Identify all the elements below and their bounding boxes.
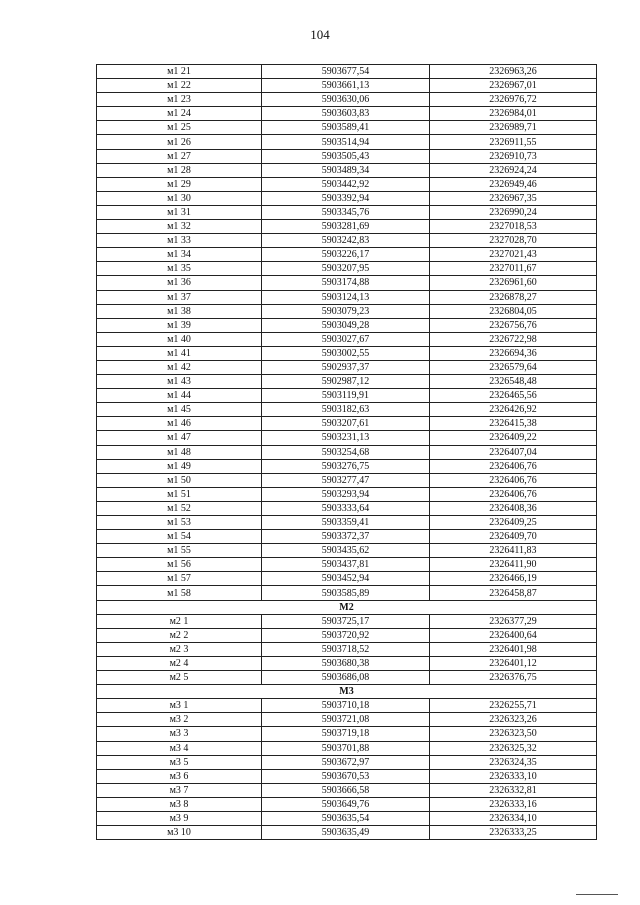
y-coordinate-cell: 2326694,36 (430, 346, 597, 360)
x-coordinate-cell: 5903680,38 (262, 656, 430, 670)
point-id-cell: м2 2 (97, 628, 262, 642)
point-id-cell: м1 48 (97, 445, 262, 459)
x-coordinate-cell: 5903277,47 (262, 473, 430, 487)
point-id-cell: м1 44 (97, 389, 262, 403)
y-coordinate-cell: 2326411,83 (430, 544, 597, 558)
point-id-cell: м1 25 (97, 121, 262, 135)
table-row (97, 135, 597, 149)
table-row (97, 220, 597, 234)
x-coordinate-cell: 5903677,54 (262, 65, 430, 79)
y-coordinate-cell: 2326963,26 (430, 65, 597, 79)
x-coordinate-cell: 5903710,18 (262, 699, 430, 713)
x-coordinate-cell: 5903124,13 (262, 290, 430, 304)
table-row (97, 769, 597, 783)
point-id-cell: м1 32 (97, 220, 262, 234)
x-coordinate-cell: 5903720,92 (262, 628, 430, 642)
y-coordinate-cell: 2326967,01 (430, 79, 597, 93)
point-id-cell: м1 36 (97, 276, 262, 290)
table-row (97, 797, 597, 811)
x-coordinate-cell: 5903027,67 (262, 332, 430, 346)
y-coordinate-cell: 2326324,35 (430, 755, 597, 769)
x-coordinate-cell: 5903725,17 (262, 614, 430, 628)
point-id-cell: м2 3 (97, 642, 262, 656)
y-coordinate-cell: 2326579,64 (430, 360, 597, 374)
table-row (97, 544, 597, 558)
table-row (97, 346, 597, 360)
x-coordinate-cell: 5903649,76 (262, 797, 430, 811)
table-row (97, 234, 597, 248)
x-coordinate-cell: 5903392,94 (262, 191, 430, 205)
y-coordinate-cell: 2326409,70 (430, 530, 597, 544)
x-coordinate-cell: 5903254,68 (262, 445, 430, 459)
table-row (97, 473, 597, 487)
section-label: М3 (97, 685, 597, 699)
x-coordinate-cell: 5903452,94 (262, 572, 430, 586)
table-row (97, 445, 597, 459)
point-id-cell: м1 38 (97, 304, 262, 318)
table-row (97, 826, 597, 840)
x-coordinate-cell: 5903721,08 (262, 713, 430, 727)
y-coordinate-cell: 2326426,92 (430, 403, 597, 417)
point-id-cell: м1 54 (97, 530, 262, 544)
y-coordinate-cell: 2326407,04 (430, 445, 597, 459)
table-row (97, 304, 597, 318)
table-row (97, 783, 597, 797)
x-coordinate-cell: 5903182,63 (262, 403, 430, 417)
point-id-cell: м1 31 (97, 205, 262, 219)
page-corner-mark (576, 894, 618, 895)
y-coordinate-cell: 2326409,25 (430, 516, 597, 530)
x-coordinate-cell: 5903437,81 (262, 558, 430, 572)
point-id-cell: м1 27 (97, 149, 262, 163)
section-header-row (97, 685, 597, 699)
table-row (97, 79, 597, 93)
y-coordinate-cell: 2326406,76 (430, 459, 597, 473)
table-row (97, 671, 597, 685)
y-coordinate-cell: 2326401,12 (430, 656, 597, 670)
point-id-cell: м2 1 (97, 614, 262, 628)
table-row (97, 360, 597, 374)
point-id-cell: м1 24 (97, 107, 262, 121)
x-coordinate-cell: 5903630,06 (262, 93, 430, 107)
x-coordinate-cell: 5903672,97 (262, 755, 430, 769)
y-coordinate-cell: 2326756,76 (430, 318, 597, 332)
y-coordinate-cell: 2326961,60 (430, 276, 597, 290)
table-row (97, 177, 597, 191)
x-coordinate-cell: 5903514,94 (262, 135, 430, 149)
y-coordinate-cell: 2326325,32 (430, 741, 597, 755)
x-coordinate-cell: 5903505,43 (262, 149, 430, 163)
x-coordinate-cell: 5903002,55 (262, 346, 430, 360)
table-row (97, 107, 597, 121)
y-coordinate-cell: 2326376,75 (430, 671, 597, 685)
table-row (97, 501, 597, 515)
y-coordinate-cell: 2326400,64 (430, 628, 597, 642)
point-id-cell: м3 1 (97, 699, 262, 713)
point-id-cell: м1 29 (97, 177, 262, 191)
point-id-cell: м1 28 (97, 163, 262, 177)
point-id-cell: м1 33 (97, 234, 262, 248)
table-row (97, 318, 597, 332)
y-coordinate-cell: 2326409,22 (430, 431, 597, 445)
table-row (97, 93, 597, 107)
y-coordinate-cell: 2326334,10 (430, 811, 597, 825)
table-row (97, 248, 597, 262)
point-id-cell: м1 39 (97, 318, 262, 332)
table-row (97, 586, 597, 600)
point-id-cell: м1 42 (97, 360, 262, 374)
y-coordinate-cell: 2326722,98 (430, 332, 597, 346)
table-row (97, 741, 597, 755)
x-coordinate-cell: 5903670,53 (262, 769, 430, 783)
point-id-cell: м1 35 (97, 262, 262, 276)
y-coordinate-cell: 2326401,98 (430, 642, 597, 656)
table-row (97, 713, 597, 727)
y-coordinate-cell: 2326976,72 (430, 93, 597, 107)
table-row (97, 290, 597, 304)
section-label: М2 (97, 600, 597, 614)
point-id-cell: м3 4 (97, 741, 262, 755)
point-id-cell: м3 7 (97, 783, 262, 797)
y-coordinate-cell: 2327011,67 (430, 262, 597, 276)
x-coordinate-cell: 5903276,75 (262, 459, 430, 473)
x-coordinate-cell: 5903585,89 (262, 586, 430, 600)
x-coordinate-cell: 5902987,12 (262, 375, 430, 389)
point-id-cell: м3 10 (97, 826, 262, 840)
point-id-cell: м1 22 (97, 79, 262, 93)
x-coordinate-cell: 5903119,91 (262, 389, 430, 403)
y-coordinate-cell: 2326990,24 (430, 205, 597, 219)
x-coordinate-cell: 5903231,13 (262, 431, 430, 445)
point-id-cell: м1 57 (97, 572, 262, 586)
table-row (97, 516, 597, 530)
point-id-cell: м3 9 (97, 811, 262, 825)
x-coordinate-cell: 5902937,37 (262, 360, 430, 374)
y-coordinate-cell: 2326924,24 (430, 163, 597, 177)
table-row (97, 163, 597, 177)
x-coordinate-cell: 5903174,88 (262, 276, 430, 290)
point-id-cell: м1 37 (97, 290, 262, 304)
x-coordinate-cell: 5903345,76 (262, 205, 430, 219)
point-id-cell: м1 46 (97, 417, 262, 431)
y-coordinate-cell: 2326458,87 (430, 586, 597, 600)
x-coordinate-cell: 5903207,61 (262, 417, 430, 431)
y-coordinate-cell: 2327021,43 (430, 248, 597, 262)
y-coordinate-cell: 2326411,90 (430, 558, 597, 572)
point-id-cell: м3 6 (97, 769, 262, 783)
coordinates-table-body (97, 65, 597, 840)
point-id-cell: м1 21 (97, 65, 262, 79)
x-coordinate-cell: 5903718,52 (262, 642, 430, 656)
table-row (97, 628, 597, 642)
table-row (97, 121, 597, 135)
point-id-cell: м1 26 (97, 135, 262, 149)
point-id-cell: м1 50 (97, 473, 262, 487)
y-coordinate-cell: 2326911,55 (430, 135, 597, 149)
y-coordinate-cell: 2326333,10 (430, 769, 597, 783)
point-id-cell: м1 34 (97, 248, 262, 262)
y-coordinate-cell: 2326548,48 (430, 375, 597, 389)
table-row (97, 149, 597, 163)
x-coordinate-cell: 5903589,41 (262, 121, 430, 135)
x-coordinate-cell: 5903661,13 (262, 79, 430, 93)
table-row (97, 656, 597, 670)
y-coordinate-cell: 2326323,50 (430, 727, 597, 741)
point-id-cell: м1 41 (97, 346, 262, 360)
table-row (97, 572, 597, 586)
x-coordinate-cell: 5903372,37 (262, 530, 430, 544)
table-row (97, 642, 597, 656)
table-row (97, 459, 597, 473)
point-id-cell: м3 2 (97, 713, 262, 727)
x-coordinate-cell: 5903635,49 (262, 826, 430, 840)
table-row (97, 403, 597, 417)
y-coordinate-cell: 2326989,71 (430, 121, 597, 135)
x-coordinate-cell: 5903242,83 (262, 234, 430, 248)
point-id-cell: м1 45 (97, 403, 262, 417)
x-coordinate-cell: 5903435,62 (262, 544, 430, 558)
y-coordinate-cell: 2326804,05 (430, 304, 597, 318)
point-id-cell: м1 56 (97, 558, 262, 572)
point-id-cell: м2 5 (97, 671, 262, 685)
table-row (97, 65, 597, 79)
table-row (97, 205, 597, 219)
y-coordinate-cell: 2326377,29 (430, 614, 597, 628)
table-row (97, 755, 597, 769)
x-coordinate-cell: 5903719,18 (262, 727, 430, 741)
x-coordinate-cell: 5903226,17 (262, 248, 430, 262)
point-id-cell: м1 40 (97, 332, 262, 346)
x-coordinate-cell: 5903603,83 (262, 107, 430, 121)
point-id-cell: м2 4 (97, 656, 262, 670)
y-coordinate-cell: 2326333,25 (430, 826, 597, 840)
x-coordinate-cell: 5903079,23 (262, 304, 430, 318)
table-row (97, 191, 597, 205)
table-row (97, 332, 597, 346)
y-coordinate-cell: 2327028,70 (430, 234, 597, 248)
point-id-cell: м1 47 (97, 431, 262, 445)
y-coordinate-cell: 2326465,56 (430, 389, 597, 403)
x-coordinate-cell: 5903333,64 (262, 501, 430, 515)
point-id-cell: м1 58 (97, 586, 262, 600)
x-coordinate-cell: 5903686,08 (262, 671, 430, 685)
point-id-cell: м1 52 (97, 501, 262, 515)
y-coordinate-cell: 2326967,35 (430, 191, 597, 205)
y-coordinate-cell: 2326878,27 (430, 290, 597, 304)
table-row (97, 417, 597, 431)
y-coordinate-cell: 2326910,73 (430, 149, 597, 163)
y-coordinate-cell: 2326984,01 (430, 107, 597, 121)
y-coordinate-cell: 2326323,26 (430, 713, 597, 727)
table-row (97, 276, 597, 290)
table-row (97, 375, 597, 389)
y-coordinate-cell: 2326255,71 (430, 699, 597, 713)
x-coordinate-cell: 5903207,95 (262, 262, 430, 276)
x-coordinate-cell: 5903442,92 (262, 177, 430, 191)
table-row (97, 699, 597, 713)
x-coordinate-cell: 5903049,28 (262, 318, 430, 332)
y-coordinate-cell: 2326406,76 (430, 473, 597, 487)
table-row (97, 614, 597, 628)
point-id-cell: м3 8 (97, 797, 262, 811)
y-coordinate-cell: 2327018,53 (430, 220, 597, 234)
point-id-cell: м3 3 (97, 727, 262, 741)
y-coordinate-cell: 2326415,38 (430, 417, 597, 431)
point-id-cell: м1 23 (97, 93, 262, 107)
table-row (97, 389, 597, 403)
table-row (97, 431, 597, 445)
page-number: 104 (310, 27, 330, 42)
table-row (97, 558, 597, 572)
table-row (97, 487, 597, 501)
point-id-cell: м1 53 (97, 516, 262, 530)
table-row (97, 811, 597, 825)
table-row (97, 262, 597, 276)
x-coordinate-cell: 5903281,69 (262, 220, 430, 234)
x-coordinate-cell: 5903489,34 (262, 163, 430, 177)
table-row (97, 727, 597, 741)
y-coordinate-cell: 2326949,46 (430, 177, 597, 191)
coordinates-table (96, 64, 597, 840)
y-coordinate-cell: 2326332,81 (430, 783, 597, 797)
y-coordinate-cell: 2326466,19 (430, 572, 597, 586)
point-id-cell: м1 51 (97, 487, 262, 501)
y-coordinate-cell: 2326408,36 (430, 501, 597, 515)
point-id-cell: м1 55 (97, 544, 262, 558)
y-coordinate-cell: 2326333,16 (430, 797, 597, 811)
x-coordinate-cell: 5903293,94 (262, 487, 430, 501)
table-row (97, 530, 597, 544)
point-id-cell: м1 43 (97, 375, 262, 389)
x-coordinate-cell: 5903701,88 (262, 741, 430, 755)
y-coordinate-cell: 2326406,76 (430, 487, 597, 501)
section-header-row (97, 600, 597, 614)
point-id-cell: м3 5 (97, 755, 262, 769)
x-coordinate-cell: 5903635,54 (262, 811, 430, 825)
point-id-cell: м1 30 (97, 191, 262, 205)
x-coordinate-cell: 5903359,41 (262, 516, 430, 530)
point-id-cell: м1 49 (97, 459, 262, 473)
x-coordinate-cell: 5903666,58 (262, 783, 430, 797)
